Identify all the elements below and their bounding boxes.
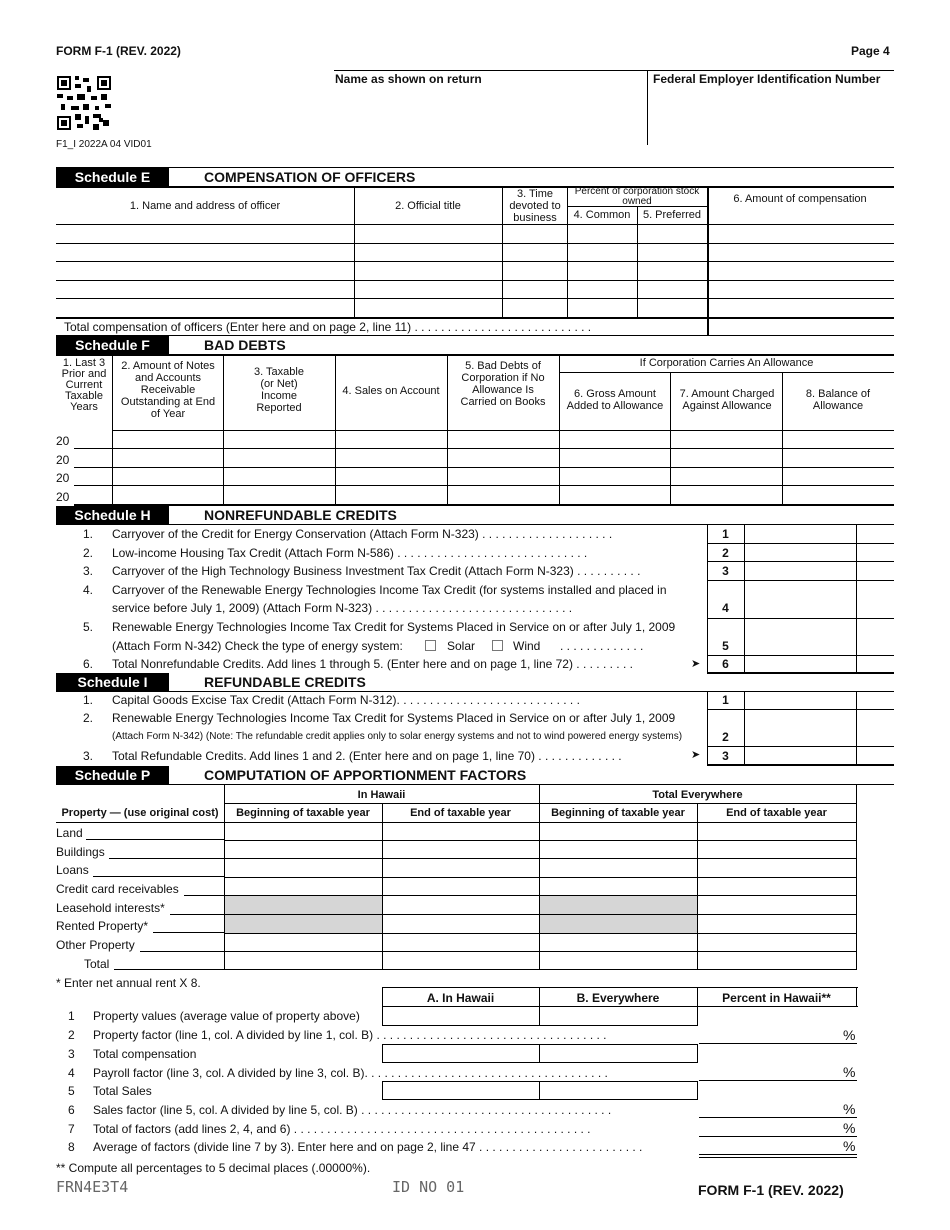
- pct-underline: [699, 1043, 857, 1044]
- form-title: FORM F-1 (REV. 2022): [56, 44, 181, 58]
- factor-colA-header: A. In Hawaii: [426, 991, 495, 1005]
- footer-left-code: FRN4E3T4: [56, 1178, 129, 1196]
- fein-input[interactable]: [648, 86, 894, 144]
- p-end-header: End of taxable year: [410, 807, 511, 819]
- p-leader-line: [170, 914, 224, 915]
- f-col8-header: 8. Balance of Allowance: [805, 388, 871, 412]
- f-col5-header: 5. Bad Debts of Corporation if No Allowance Is Carried on Books: [460, 360, 546, 408]
- page-number: Page 4: [851, 44, 890, 58]
- factor-3-colA-input[interactable]: [383, 1045, 539, 1062]
- f-allowance-underline: [559, 372, 894, 373]
- f-year-label: 20: [56, 490, 70, 504]
- schedule-h-title: NONREFUNDABLE CREDITS: [204, 507, 397, 523]
- pct-underline: [699, 1080, 857, 1081]
- p-leader-line: [86, 839, 224, 840]
- factor-line-num: 5: [68, 1084, 75, 1098]
- h-line-num: 4.: [83, 583, 94, 597]
- footer-form-title: FORM F-1 (REV. 2022): [698, 1182, 844, 1198]
- h-line-1-input[interactable]: [745, 525, 856, 543]
- p-row-label: Leasehold interests*: [56, 901, 165, 915]
- e-total-input[interactable]: [709, 319, 894, 335]
- schedule-i-tag: Schedule I: [56, 673, 169, 691]
- p-row-label: Total: [84, 957, 110, 971]
- e-pct-header: Percent of corporation stock owned: [574, 186, 700, 207]
- factor-box-edge: [697, 1044, 698, 1063]
- wind-label: Wind: [513, 639, 541, 653]
- p-begin-header: Beginning of taxable year: [551, 807, 685, 819]
- h-line-text-2: service before July 1, 2009) (Attach Form N-323) . . . . . . . . . . . . . . . . . . . . . . . . . . . . . .: [112, 601, 573, 615]
- officer-row[interactable]: [56, 244, 894, 261]
- factor-7-pct-input[interactable]: [699, 1119, 843, 1136]
- i-line-text: Capital Goods Excise Tax Credit (Attach Form N-312). . . . . . . . . . . . . . . . . . . . . . . . . . . .: [112, 693, 580, 707]
- p-in-hawaii-header: In Hawaii: [357, 789, 406, 801]
- pct-underline: [699, 1154, 857, 1155]
- schedule-e-tag: Schedule E: [56, 168, 169, 186]
- factor-8-pct-input[interactable]: [699, 1138, 843, 1154]
- bad-debt-row[interactable]: [74, 449, 894, 467]
- property-row-credit-card[interactable]: [225, 878, 856, 895]
- schedule-p-tag: Schedule P: [56, 766, 169, 784]
- i-line-3-input[interactable]: [745, 747, 856, 764]
- e-total-label: Total compensation of officers (Enter here and on page 2, line 11) . . . . . . . . . . . . . . . . . . . . . . . . . . .: [64, 320, 592, 334]
- p-subheader-line: [224, 803, 856, 804]
- p-leader-line: [93, 876, 224, 877]
- h-line-num: 3.: [83, 564, 94, 578]
- i-line-num: 3.: [83, 749, 94, 763]
- factor-pct-sign: %: [843, 1120, 856, 1136]
- h-line-box: 2: [722, 546, 729, 560]
- p-total-everywhere-header: Total Everywhere: [652, 789, 743, 801]
- i-line-2-input[interactable]: [745, 710, 856, 746]
- factor-box-edge: [697, 1081, 698, 1100]
- factor-line-text: Property factor (line 1, col. A divided by line 1, col. B) . . . . . . . . . . . . . . . . . . . . . . . . . . . . . . . . . . .: [93, 1028, 607, 1042]
- factor-line-num: 7: [68, 1122, 75, 1136]
- property-row-total[interactable]: [225, 952, 856, 969]
- wind-dots: . . . . . . . . . . . . .: [560, 639, 644, 653]
- e-col6-header: 6. Amount of compensation: [733, 193, 867, 205]
- factor-3-colB-input[interactable]: [540, 1045, 697, 1062]
- factor-line-text: Property values (average value of property above): [93, 1009, 360, 1023]
- f-year-label: 20: [56, 471, 70, 485]
- property-row-buildings[interactable]: [225, 841, 856, 858]
- h-line-text: Carryover of the Renewable Energy Technologies Income Tax Credit (for systems installed and placed in: [112, 583, 667, 597]
- i-vline-c: [856, 691, 857, 766]
- factor-vline: [856, 987, 857, 1007]
- wind-checkbox[interactable]: [492, 640, 503, 651]
- f-allowance-header: If Corporation Carries An Allowance: [639, 357, 814, 369]
- h-line-num: 5.: [83, 620, 94, 634]
- factor-line-text: Total compensation: [93, 1047, 197, 1061]
- h-line-box: 1: [722, 527, 729, 541]
- p-leader-line: [114, 969, 224, 970]
- p-row-label: Other Property: [56, 938, 135, 952]
- property-row-rented[interactable]: [698, 915, 856, 933]
- p-end-header: End of taxable year: [726, 807, 827, 819]
- h-line-box: 3: [722, 564, 729, 578]
- p-row-label: Rented Property*: [56, 919, 149, 933]
- f-year-label: 20: [56, 453, 70, 467]
- f-col2-header: 2. Amount of Notes and Accounts Receivable Outstanding at End of Year: [120, 360, 216, 420]
- h-line-text: Total Nonrefundable Credits. Add lines 1 through 5. (Enter here and on page 1, line 72) . . . . . . . . .: [112, 657, 633, 671]
- p-property-header: Property — (use original cost): [61, 807, 219, 819]
- name-input[interactable]: [334, 86, 647, 144]
- property-row-loans[interactable]: [225, 859, 856, 877]
- factor-1-colA-input[interactable]: [383, 1007, 539, 1025]
- f-year-label: 20: [56, 434, 70, 448]
- factor-5-colB-input[interactable]: [540, 1082, 697, 1099]
- f-col4-header: 4. Sales on Account: [342, 385, 440, 397]
- h-vline-c: [856, 524, 857, 673]
- factor-5-colA-input[interactable]: [383, 1082, 539, 1099]
- h-line-2-input[interactable]: [745, 544, 856, 561]
- h-line-text: Low-income Housing Tax Credit (Attach Form N-586) . . . . . . . . . . . . . . . . . . . . . . . . . . . . .: [112, 546, 588, 560]
- factor-box-edge: [697, 1006, 698, 1026]
- factor-pct-sign: %: [843, 1101, 856, 1117]
- officer-row[interactable]: [56, 299, 894, 317]
- i-line-text: Total Refundable Credits. Add lines 1 and 2. (Enter here and on page 1, line 70) . . . . . . . . . . . . .: [112, 749, 622, 763]
- bad-debt-row[interactable]: [74, 431, 894, 448]
- factor-line-text: Total Sales: [93, 1084, 152, 1098]
- p-row-label: Buildings: [56, 845, 105, 859]
- factor-line-text: Average of factors (divide line 7 by 3). Enter here and on page 2, line 47 . . . . . . . . . . . . . . . . . . . . . . . . .: [93, 1140, 643, 1154]
- i-line-num: 2.: [83, 711, 94, 725]
- h-line-text: Carryover of the High Technology Business Investment Tax Credit (Attach Form N-323) . . . . . . . . . .: [112, 564, 641, 578]
- pct-underline: [699, 1157, 857, 1158]
- i-line-num: 1.: [83, 693, 94, 707]
- h-line-4-input[interactable]: [745, 581, 856, 618]
- schedule-e-title: COMPENSATION OF OFFICERS: [204, 169, 416, 185]
- h-line-text: Renewable Energy Technologies Income Tax Credit for Systems Placed in Service on or after July 1, 2009: [112, 620, 676, 634]
- property-row-leasehold[interactable]: [698, 896, 856, 914]
- schedule-p-title: COMPUTATION OF APPORTIONMENT FACTORS: [204, 767, 527, 783]
- f-col3-header: 3. Taxable (or Net) Income Reported: [254, 366, 304, 414]
- h-line-5-input[interactable]: [745, 619, 856, 655]
- schedule-f-title: BAD DEBTS: [204, 337, 286, 353]
- factor-line-text: Sales factor (line 5, col. A divided by line 5, col. B) . . . . . . . . . . . . . . . . . . . . . . . . . . . . . . . . . . . . . .: [93, 1103, 612, 1117]
- h-line-num: 6.: [83, 657, 94, 671]
- pct-underline: [699, 1117, 857, 1118]
- p-leader-line: [184, 895, 224, 896]
- arrow-right-icon: ➤: [691, 658, 701, 670]
- factor-box-edge: [382, 1099, 698, 1100]
- bad-debt-row[interactable]: [74, 486, 894, 504]
- p-leader-line: [109, 858, 224, 859]
- property-row-land[interactable]: [225, 823, 856, 840]
- p-vline-5: [856, 785, 857, 970]
- factor-colB-header: B. Everywhere: [576, 991, 660, 1005]
- p-leader-line: [153, 932, 224, 933]
- p-row-line: [224, 969, 856, 970]
- solar-checkbox[interactable]: [425, 640, 436, 651]
- header-bottom-line: [56, 167, 894, 168]
- i-line-text-2: (Attach Form N-342) (Note: The refundable credit applies only to solar energy systems and not to wind powered energy systems): [112, 731, 683, 742]
- h-line-text: Carryover of the Credit for Energy Conservation (Attach Form N-323) . . . . . . . . . . . . . . . . . . . .: [112, 527, 613, 541]
- e-bottom-line: [56, 335, 894, 336]
- f-col1-header: 1. Last 3 Prior and Current Taxable Years: [61, 357, 107, 413]
- f-col6-header: 6. Gross Amount Added to Allowance: [566, 388, 664, 412]
- p-row-label: Credit card receivables: [56, 882, 179, 896]
- factor-line-text: Total of factors (add lines 2, 4, and 6) . . . . . . . . . . . . . . . . . . . . . . . . . . . . . . . . . . . . . . . . . . . . .: [93, 1122, 591, 1136]
- footer-center-code: ID NO 01: [392, 1178, 465, 1196]
- e-col5-header: 5. Preferred: [642, 209, 702, 221]
- i-line-1-input[interactable]: [745, 692, 856, 709]
- solar-label: Solar: [447, 639, 476, 653]
- fein-label: Federal Employer Identification Number: [653, 72, 881, 86]
- p-row-label: Land: [56, 826, 83, 840]
- property-row-leasehold[interactable]: [383, 896, 539, 914]
- schedule-i-title: REFUNDABLE CREDITS: [204, 674, 366, 690]
- sched-e-top-rule: [56, 186, 894, 188]
- i-line-text: Renewable Energy Technologies Income Tax Credit for Systems Placed in Service on or after July 1, 2009: [112, 711, 676, 725]
- bad-debt-row[interactable]: [74, 468, 894, 485]
- factor-top-line: [382, 987, 858, 988]
- h-line-6-input[interactable]: [745, 656, 856, 672]
- factor-2-pct-input[interactable]: [699, 1026, 843, 1043]
- officer-row[interactable]: [56, 281, 894, 298]
- sched-p-top-rule: [56, 784, 894, 785]
- i-box-line: [707, 764, 894, 766]
- h-line-box: 6: [722, 657, 729, 671]
- factor-pct-sign: %: [843, 1138, 856, 1154]
- name-box-top: [334, 70, 894, 71]
- factor-line-text: Payroll factor (line 3, col. A divided by line 3, col. B). . . . . . . . . . . . . . . . . . . . . . . . . . . . . . . . . . . . .: [93, 1066, 608, 1080]
- i-line-box: 1: [722, 693, 729, 707]
- property-row-other[interactable]: [225, 934, 856, 951]
- factor-line-num: 1: [68, 1009, 75, 1023]
- qr-code-icon: [57, 76, 111, 130]
- officer-row[interactable]: [56, 225, 894, 243]
- e-col2-header: 2. Official title: [395, 200, 461, 212]
- i-line-box: 3: [722, 749, 729, 763]
- schedule-h-tag: Schedule H: [56, 506, 169, 524]
- p-row-label: Loans: [56, 863, 89, 877]
- pct-underline: [699, 1136, 857, 1137]
- f-col7-header: 7. Amount Charged Against Allowance: [679, 388, 775, 412]
- h-line-box: 4: [722, 601, 729, 615]
- factor-1-colB-input[interactable]: [540, 1007, 697, 1025]
- factor-line-num: 3: [68, 1047, 75, 1061]
- e-col1-header: 1. Name and address of officer: [129, 200, 281, 212]
- e-col4-header: 4. Common: [573, 209, 631, 221]
- officer-row[interactable]: [56, 262, 894, 280]
- p-leader-line: [140, 951, 224, 952]
- p-begin-header: Beginning of taxable year: [236, 807, 370, 819]
- factor-line-num: 6: [68, 1103, 75, 1117]
- form-code: F1_I 2022A 04 VID01: [56, 139, 152, 150]
- p-footnote-decimals: ** Compute all percentages to 5 decimal places (.00000%).: [56, 1161, 371, 1175]
- h-box-line: [707, 672, 894, 674]
- factor-line-num: 2: [68, 1028, 75, 1042]
- name-label: Name as shown on return: [335, 72, 482, 86]
- i-line-box: 2: [722, 730, 729, 744]
- h-line-box: 5: [722, 639, 729, 653]
- factor-pct-header: Percent in Hawaii**: [722, 991, 831, 1005]
- arrow-right-icon: ➤: [691, 749, 701, 761]
- factor-pct-sign: %: [843, 1064, 856, 1080]
- h-line-3-input[interactable]: [745, 562, 856, 580]
- sched-f-top-rule: [56, 354, 894, 356]
- factor-box-edge: [382, 1025, 698, 1026]
- f-row-line-4: [74, 504, 894, 506]
- factor-pct-sign: %: [843, 1027, 856, 1043]
- property-row-rented[interactable]: [383, 915, 539, 933]
- factor-6-pct-input[interactable]: [699, 1100, 843, 1117]
- schedule-f-tag: Schedule F: [56, 336, 169, 354]
- h-line-text-2: (Attach Form N-342) Check the type of energy system:: [112, 639, 403, 653]
- p-footnote-rent: * Enter net annual rent X 8.: [56, 976, 201, 990]
- h-line-num: 2.: [83, 546, 94, 560]
- e-col3-header: 3. Time devoted to business: [509, 188, 561, 224]
- factor-4-pct-input[interactable]: [699, 1063, 843, 1080]
- h-line-num: 1.: [83, 527, 94, 541]
- factor-line-num: 4: [68, 1066, 75, 1080]
- factor-line-num: 8: [68, 1140, 75, 1154]
- factor-box-edge: [382, 1062, 698, 1063]
